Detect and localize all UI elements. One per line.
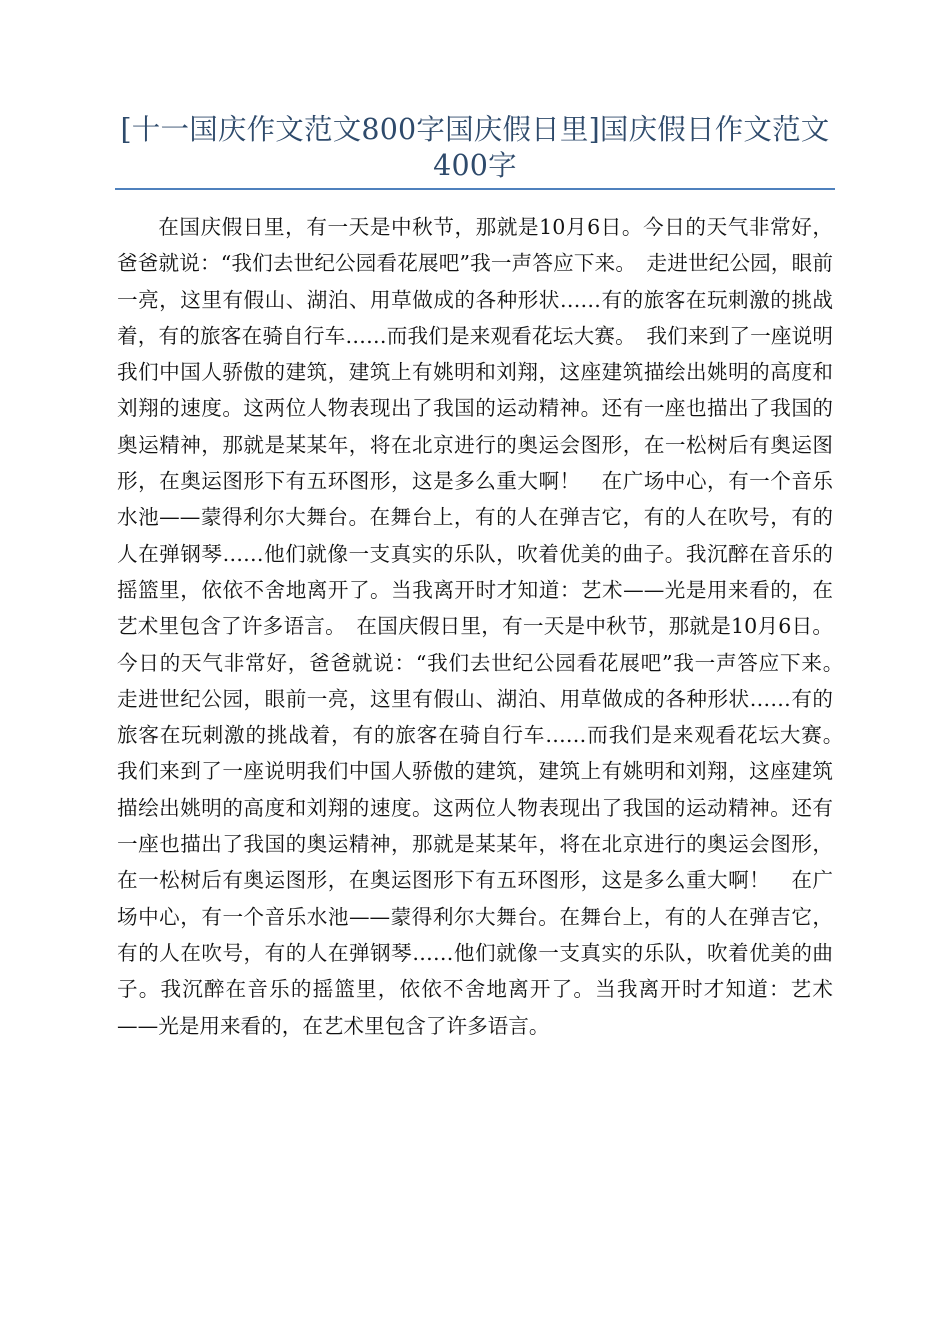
page-title: [十一国庆作文范文800字国庆假日里]国庆假日作文范文400字	[120, 113, 830, 182]
body-paragraph: 在国庆假日里，有一天是中秋节，那就是10月6日。今日的天气非常好，爸爸就说：“我们去世纪公园看花展吧”我一声答应下来。 走进世纪公园，眼前一亮，这里有假山、湖泊、用草做成的各种形状……有的旅客在玩刺激的挑战着，有的旅客在骑自行车……而我们是来观看花坛大赛。 我们来到了一座说明我们中国人骄傲的建筑，建筑上有姚明和刘翔，这座建筑描绘出姚明的高度和刘翔的速度。这两位人物表现出了我国的运动精神。还有一座也描出了我国的奥运精神，那就是某某年，将在北京进行的奥运会图形，在一松树后有奥运图形，在奥运图形下有五环图形，这是多么重大啊！ 在广场中心，有一个音乐水池——蒙得利尔大舞台。在舞台上，有的人在弹吉它，有的人在吹号，有的人在弹钢琴……他们就像一支真实的乐队，吹着优美的曲子。我沉醉在音乐的摇篮里，依依不舍地离开了。当我离开时才知道：艺术——光是用来看的，在艺术里包含了许多语言。 在国庆假日里，有一天是中秋节，那就是10月6日。今日的天气非常好，爸爸就说：“我们去世纪公园看花展吧”我一声答应下来。 走进世纪公园，眼前一亮，这里有假山、湖泊、用草做成的各种形状……有的旅客在玩刺激的挑战着，有的旅客在骑自行车……而我们是来观看花坛大赛。 我们来到了一座说明我们中国人骄傲的建筑，建筑上有姚明和刘翔，这座建筑描绘出姚明的高度和刘翔的速度。这两位人物表现出了我国的运动精神。还有一座也描出了我国的奥运精神，那就是某某年，将在北京进行的奥运会图形，在一松树后有奥运图形，在奥运图形下有五环图形，这是多么重大啊！ 在广场中心，有一个音乐水池——蒙得利尔大舞台。在舞台上，有的人在弹吉它，有的人在吹号，有的人在弹钢琴……他们就像一支真实的乐队，吹着优美的曲子。我沉醉在音乐的摇篮里，依依不舍地离开了。当我离开时才知道：艺术——光是用来看的，在艺术里包含了许多语言。	[117, 215, 854, 1038]
title-block	[115, 112, 835, 190]
